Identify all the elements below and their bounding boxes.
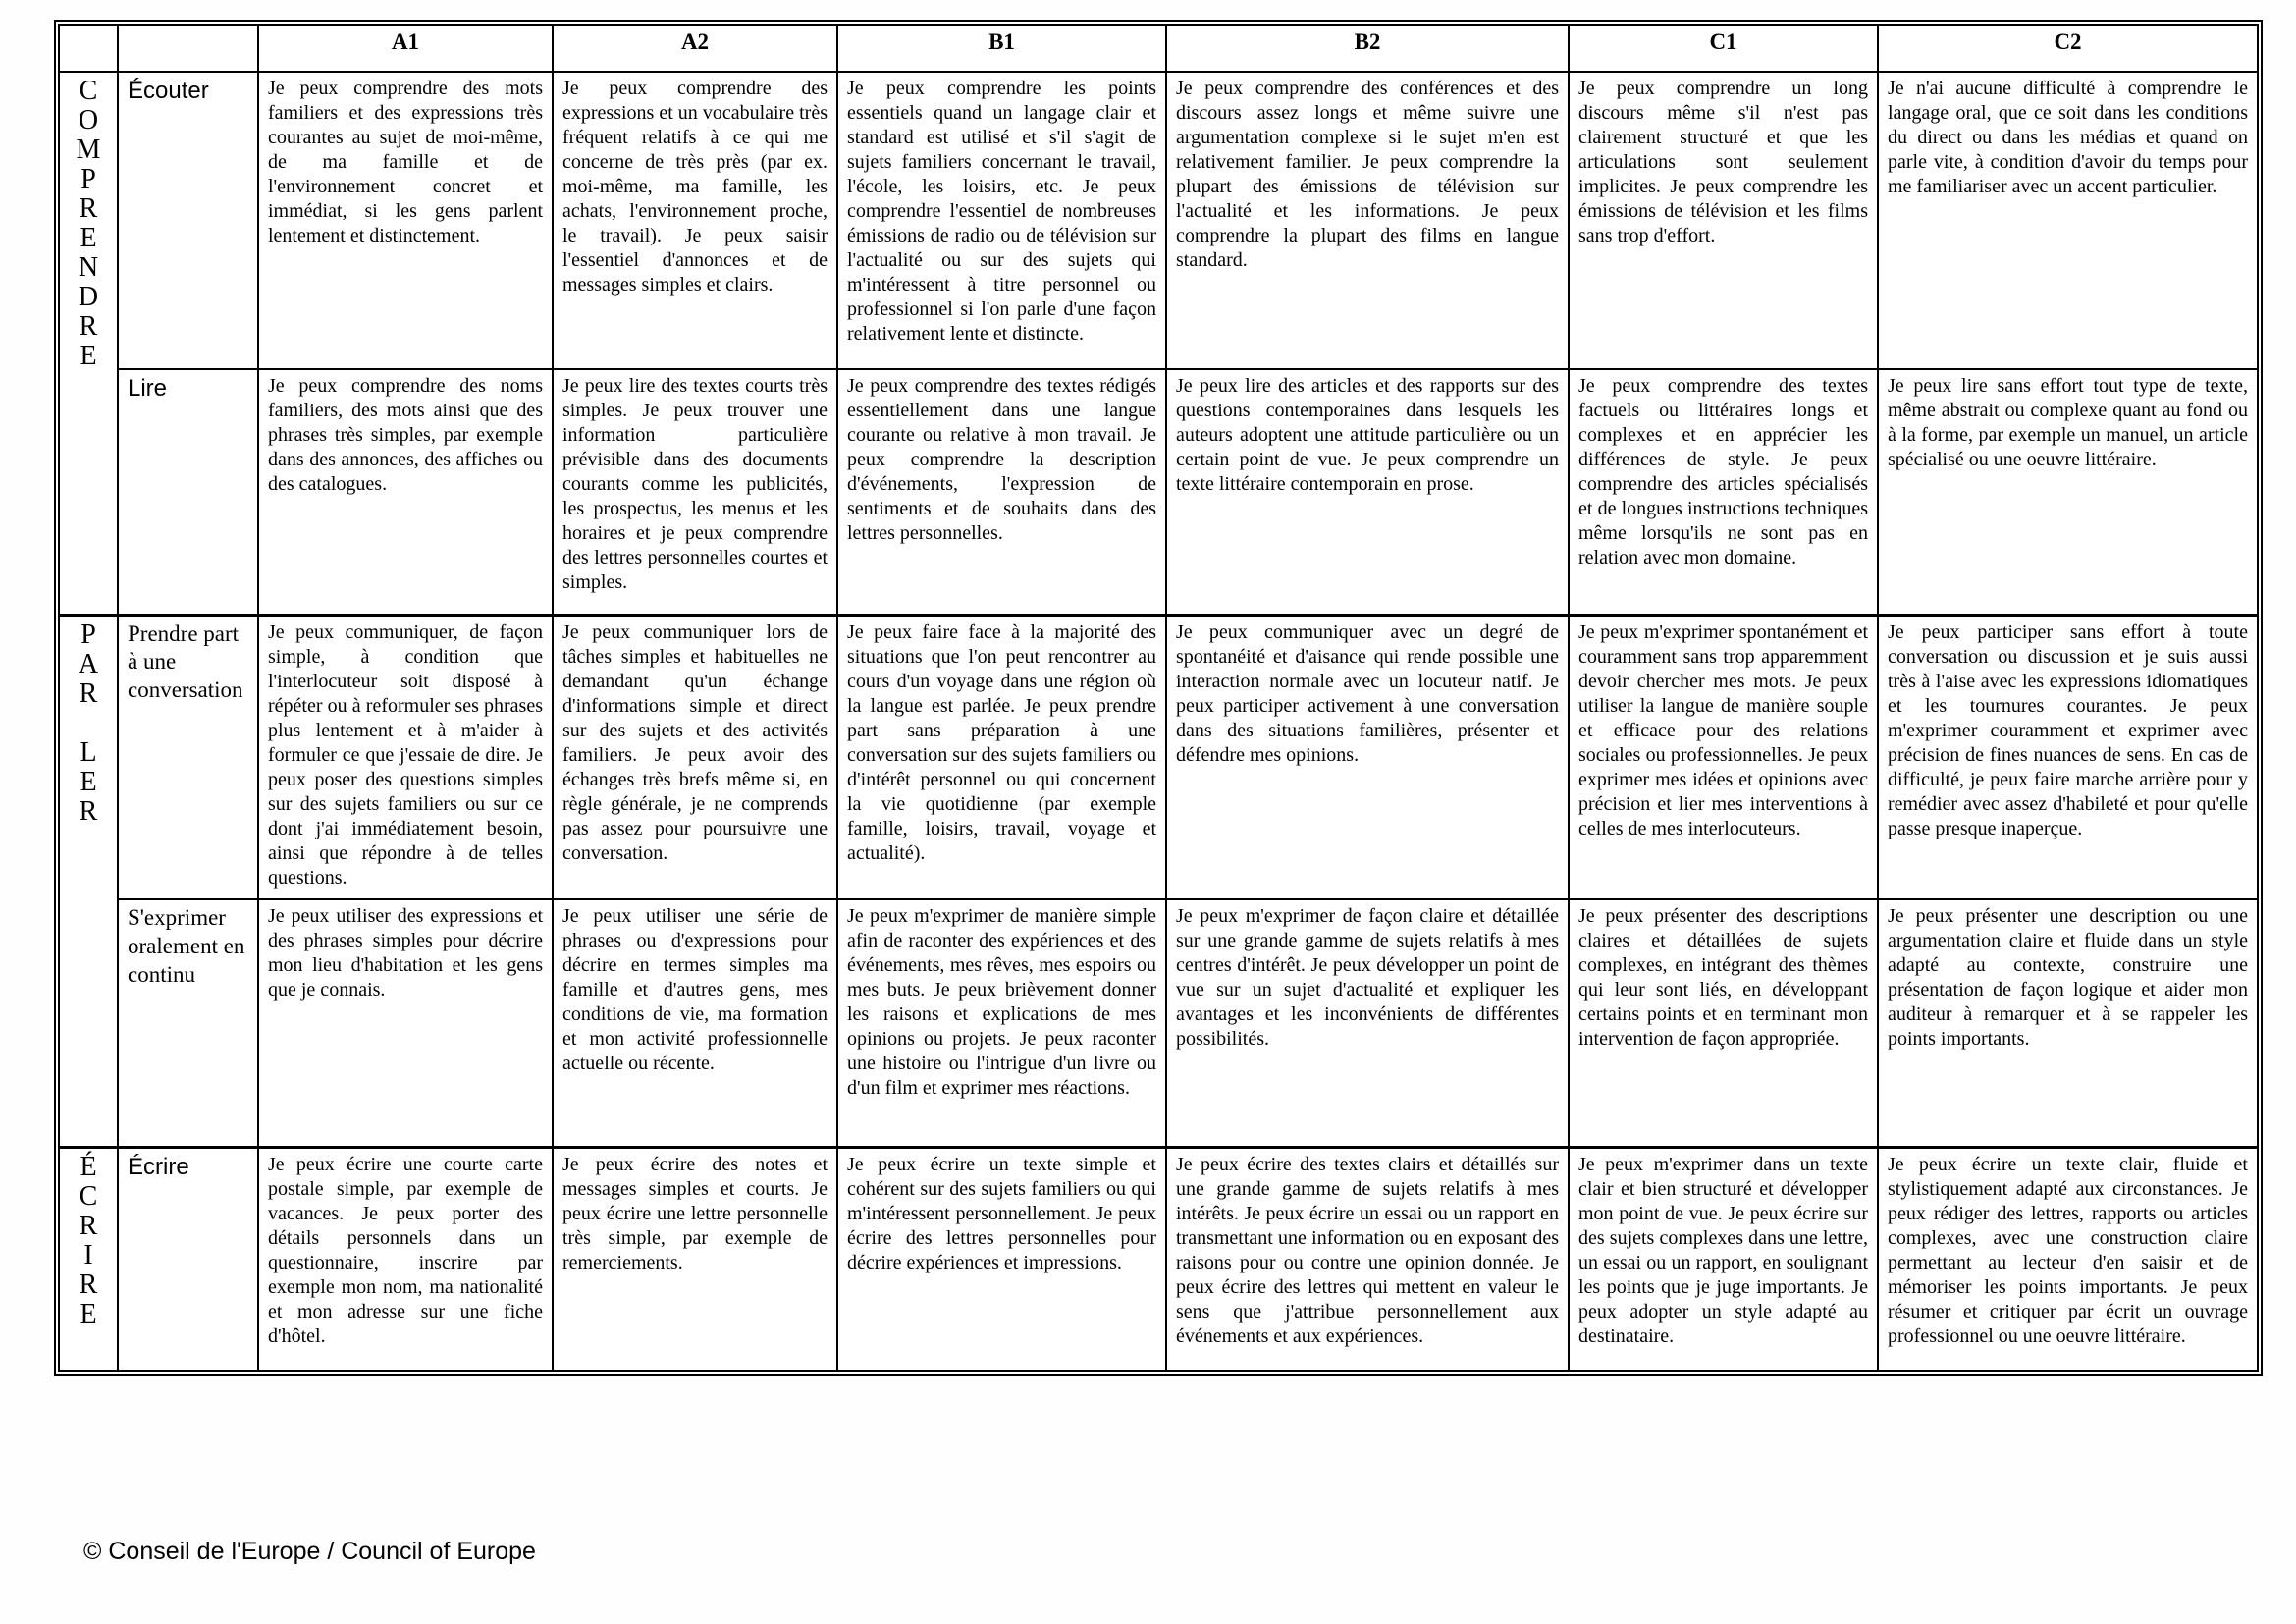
cell-oral-a2: Je peux utiliser une série de phrases ou d'expressions pour décrire en termes simples ma famille et d'autres gens, mes conditions de vie, ma formation et mon activité professionnelle actuelle ou récente.: [553, 899, 837, 1147]
group-label-parler: [59, 615, 118, 1147]
cell-lire-a2: Je peux lire des textes courts très simples. Je peux trouver une information particulière prévisible dans des documents courants comme les publicités, les prospectus, les menus et les horaires et je peux comprendre des lettres personnelles courtes et simples.: [553, 369, 837, 615]
col-header-c1: C1: [1569, 25, 1878, 72]
cell-oral-c1: Je peux présenter des descriptions claires et détaillées de sujets complexes, en intégrant des thèmes qui leur sont liés, en développant certains points et en terminant mon intervention de façon appropriée.: [1569, 899, 1878, 1147]
cell-oral-b2: Je peux m'exprimer de façon claire et détaillée sur une grande gamme de sujets relatifs à mes centres d'intérêt. Je peux développer un point de vue sur un sujet d'actualité et expliquer les avantages et les inconvénients de différentes possibilités.: [1166, 899, 1569, 1147]
cell-ecrire-c1: Je peux m'exprimer dans un texte clair et bien structuré et développer mon point de vue. Je peux écrire sur des sujets complexes dans une lettre, un essai ou un rapport, en soulignant les points que je juge importants. Je peux adopter un style adapté au destinataire.: [1569, 1147, 1878, 1371]
cell-ecouter-b2: Je peux comprendre des conférences et des discours assez longs et même suivre une argumentation complexe si le sujet m'en est relativement familier. Je peux comprendre la plupart des émissions de télévision sur l'actualité et les informations. Je peux comprendre la plupart des films en langue standard.: [1166, 72, 1569, 369]
col-header-a1: A1: [258, 25, 553, 72]
row-conversation: [59, 615, 2258, 899]
cell-conversation-a2: Je peux communiquer lors de tâches simples et habituelles ne demandant qu'un échange d'informations simple et direct sur des sujets et des activités familiers. Je peux avoir des échanges très brefs même si, en règle générale, je ne comprends pas assez pour poursuivre une conversation.: [553, 615, 837, 899]
col-header-b2: B2: [1166, 25, 1569, 72]
cell-conversation-a1: Je peux communiquer, de façon simple, à condition que l'interlocuteur soit disposé à répéter ou à reformuler ses phrases plus lentement et à m'aider à formuler ce que j'essaie de dire. Je peux poser des questions simples sur des sujets familiers ou sur ce dont j'ai immédiatement besoin, ainsi que répondre à de telles questions.: [258, 615, 553, 899]
cell-lire-a1: Je peux comprendre des noms familiers, des mots ainsi que des phrases très simples, par exemple dans des annonces, des affiches ou des catalogues.: [258, 369, 553, 615]
activity-label-oral-continu: S'exprimer oralement en continu: [118, 899, 258, 1147]
row-lire: [59, 369, 2258, 615]
cell-conversation-b1: Je peux faire face à la majorité des situations que l'on peut rencontrer au cours d'un voyage dans une région où la langue est parlée. Je peux prendre part sans préparation à une conversation sur des sujets familiers ou d'intérêt personnel ou qui concernent la vie quotidienne (par exemple famille, loisirs, travail, voyage et actualité).: [837, 615, 1166, 899]
col-header-c2: C2: [1878, 25, 2258, 72]
cell-oral-b1: Je peux m'exprimer de manière simple afin de raconter des expériences et des événements, mes rêves, mes espoirs ou mes buts. Je peux brièvement donner les raisons et explications de mes opinions ou projets. Je peux raconter une histoire ou l'intrigue d'un livre ou d'un film et exprimer mes réactions.: [837, 899, 1166, 1147]
cefr-grid-table: [58, 24, 2259, 1372]
cell-ecrire-c2: Je peux écrire un texte clair, fluide et stylistiquement adapté aux circonstances. Je peux rédiger des lettres, rapports ou articles complexes, avec une construction claire permettant au lecteur d'en saisir et de mémoriser les points importants. Je peux résumer et critiquer par écrit un ouvrage professionnel ou une oeuvre littéraire.: [1878, 1147, 2258, 1371]
cell-lire-b2: Je peux lire des articles et des rapports sur des questions contemporaines dans lesquels les auteurs adoptent une attitude particulière ou un certain point de vue. Je peux comprendre un texte littéraire contemporain en prose.: [1166, 369, 1569, 615]
cell-lire-b1: Je peux comprendre des textes rédigés essentiellement dans une langue courante ou relative à mon travail. Je peux comprendre la description d'événements, l'expression de sentiments et de souhaits dans des lettres personnelles.: [837, 369, 1166, 615]
cell-ecouter-a1: Je peux comprendre des mots familiers et des expressions très courantes au sujet de moi-même, de ma famille et de l'environnement concret et immédiat, si les gens parlent lentement et distinctement.: [258, 72, 553, 369]
activity-label-lire: Lire: [118, 369, 258, 615]
activity-label-ecrire: Écrire: [118, 1147, 258, 1371]
cell-ecrire-b1: Je peux écrire un texte simple et cohérent sur des sujets familiers ou qui m'intéressent personnellement. Je peux écrire des lettres personnelles pour décrire expériences et impressions.: [837, 1147, 1166, 1371]
cell-ecrire-b2: Je peux écrire des textes clairs et détaillés sur une grande gamme de sujets relatifs à mes intérêts. Je peux écrire un essai ou un rapport en transmettant une information ou en exposant des raisons pour ou contre une opinion donnée. Je peux écrire des lettres qui mettent en valeur le sens que j'attribue personnellement aux événements et aux expériences.: [1166, 1147, 1569, 1371]
group-label-ecrire: [59, 1147, 118, 1371]
cell-conversation-b2: Je peux communiquer avec un degré de spontanéité et d'aisance qui rende possible une interaction normale avec un locuteur natif. Je peux participer activement à une conversation dans des situations familières, présenter et défendre mes opinions.: [1166, 615, 1569, 899]
group-label-parler-letters: P A R L E R: [78, 619, 99, 827]
group-label-comprendre-letters: C O M P R E N D R E: [76, 76, 101, 371]
cefr-grid-table-frame: [54, 20, 2263, 1376]
col-header-a2: A2: [553, 25, 837, 72]
cell-lire-c2: Je peux lire sans effort tout type de texte, même abstrait ou complexe quant au fond ou à la forme, par exemple un manuel, un article spécialisé ou une oeuvre littéraire.: [1878, 369, 2258, 615]
row-ecrire: [59, 1147, 2258, 1371]
cell-ecouter-c1: Je peux comprendre un long discours même s'il n'est pas clairement structuré et que les articulations sont seulement implicites. Je peux comprendre les émissions de télévision et les films sans trop d'effort.: [1569, 72, 1878, 369]
cell-conversation-c1: Je peux m'exprimer spontanément et couramment sans trop apparemment devoir chercher mes mots. Je peux utiliser la langue de manière souple et efficace pour des relations sociales ou professionnelles. Je peux exprimer mes idées et opinions avec précision et lier mes interventions à celles de mes interlocuteurs.: [1569, 615, 1878, 899]
group-label-ecrire-letters: É C R I R E: [79, 1151, 98, 1329]
corner-cell-group: [59, 25, 118, 72]
cell-oral-a1: Je peux utiliser des expressions et des phrases simples pour décrire mon lieu d'habitation et les gens que je connais.: [258, 899, 553, 1147]
cell-oral-c2: Je peux présenter une description ou une argumentation claire et fluide dans un style adapté au contexte, construire une présentation de façon logique et aider mon auditeur à remarquer et à se rappeler les points importants.: [1878, 899, 2258, 1147]
row-oral-continu: [59, 899, 2258, 1147]
group-label-comprendre: [59, 72, 118, 615]
cell-lire-c1: Je peux comprendre des textes factuels ou littéraires longs et complexes et en apprécier les différences de style. Je peux comprendre des articles spécialisés et de longues instructions techniques même lorsqu'ils ne sont pas en relation avec mon domaine.: [1569, 369, 1878, 615]
cell-ecouter-c2: Je n'ai aucune difficulté à comprendre le langage oral, que ce soit dans les conditions du direct ou dans les médias et quand on parle vite, à condition d'avoir du temps pour me familiariser avec un accent particulier.: [1878, 72, 2258, 369]
col-header-b1: B1: [837, 25, 1166, 72]
cell-conversation-c2: Je peux participer sans effort à toute conversation ou discussion et je suis aussi très à l'aise avec les expressions idiomatiques et les tournures courantes. Je peux m'exprimer couramment et exprimer avec précision de fines nuances de sens. En cas de difficulté, je peux faire marche arrière pour y remédier avec assez d'habileté et pour qu'elle passe presque inaperçue.: [1878, 615, 2258, 899]
cell-ecrire-a1: Je peux écrire une courte carte postale simple, par exemple de vacances. Je peux porter des détails personnels dans un questionnaire, inscrire par exemple mon nom, ma nationalité et mon adresse sur une fiche d'hôtel.: [258, 1147, 553, 1371]
copyright-notice: © Conseil de l'Europe / Council of Europe: [83, 1538, 536, 1565]
row-ecouter: [59, 72, 2258, 369]
cell-ecouter-a2: Je peux comprendre des expressions et un vocabulaire très fréquent relatifs à ce qui me concerne de très près (par ex. moi-même, ma famille, les achats, l'environnement proche, le travail). Je peux saisir l'essentiel d'annonces et de messages simples et clairs.: [553, 72, 837, 369]
header-row: [59, 25, 2258, 72]
activity-label-ecouter: Écouter: [118, 72, 258, 369]
corner-cell-activity: [118, 25, 258, 72]
activity-label-conversation: Prendre part à une conversation: [118, 615, 258, 899]
cell-ecouter-b1: Je peux comprendre les points essentiels quand un langage clair et standard est utilisé et s'il s'agit de sujets familiers concernant le travail, l'école, les loisirs, etc. Je peux comprendre l'essentiel de nombreuses émissions de radio ou de télévision sur l'actualité ou sur des sujets qui m'intéressent à titre personnel ou professionnel si l'on parle d'une façon relativement lente et distincte.: [837, 72, 1166, 369]
cell-ecrire-a2: Je peux écrire des notes et messages simples et courts. Je peux écrire une lettre personnelle très simple, par exemple de remerciements.: [553, 1147, 837, 1371]
